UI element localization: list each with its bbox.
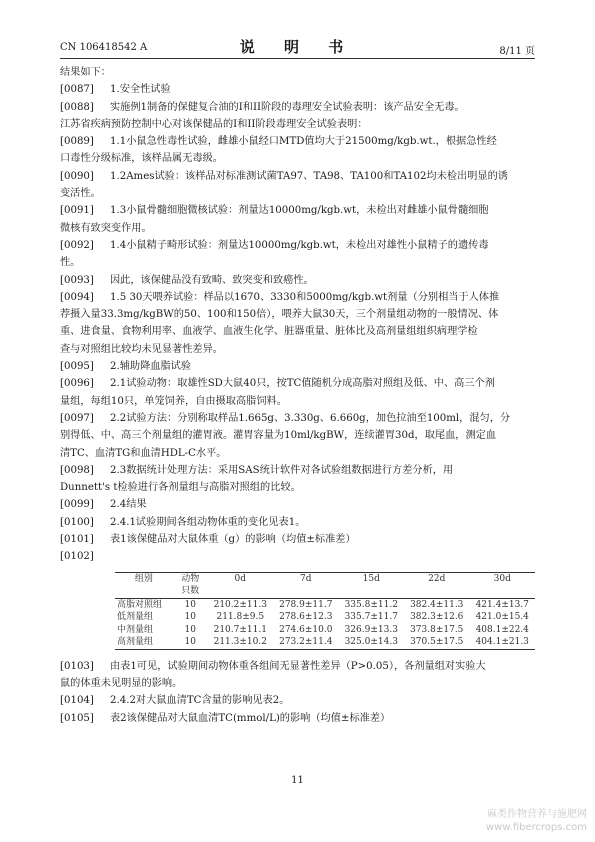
para-continuation: 量组，每组10只，单笼饲养，自由摄取高脂饲料。 — [60, 395, 287, 407]
para-number: [0104] — [60, 695, 94, 707]
para-number: [0097] — [60, 412, 94, 424]
table-cell: 210.2±11.3 — [213, 599, 267, 610]
paragraph-0103 — [60, 658, 535, 675]
table-row — [115, 624, 535, 637]
para-text: 2.4.1试验期间各组动物体重的变化见表1。 — [110, 516, 306, 528]
paragraph-0096 — [60, 375, 535, 392]
para-number: [0090] — [60, 170, 94, 182]
para-text: 2.辅助降血脂试验 — [110, 361, 192, 373]
para-continuation: 变活性。 — [60, 188, 101, 200]
para-continuation: Dunnett's t检验进行各剂量组与高脂对照组的比较。 — [60, 482, 301, 494]
para-number: [0095] — [60, 361, 94, 373]
table-row — [115, 636, 535, 649]
table-cell: 382.3±12.6 — [410, 612, 464, 623]
header-0d: 0d — [208, 572, 273, 585]
header-count — [173, 572, 208, 585]
para-text: 实施例1制备的保健复合油的I和II阶段的毒理安全试验表明：该产品安全无毒。 — [110, 101, 465, 113]
paragraph-0093 — [60, 272, 535, 289]
para-text: 2.3数据统计处理方法：采用SAS统计软件对各试验组数据进行方差分析，用 — [110, 464, 454, 476]
header-group: 组别 — [115, 572, 173, 585]
para-text: 2.4.2对大鼠血清TC含量的影响见表2。 — [110, 695, 290, 707]
para-text: 1.3小鼠骨髓细胞微核试验：剂量达10000mg/kgb.wt，未检出对雌雄小鼠骨髓细胞 — [110, 205, 489, 217]
paragraph-0088 — [60, 99, 535, 116]
paragraph-0090 — [60, 168, 535, 185]
para-continuation: 江苏省疾病预防控制中心对该保健品的I和II阶段毒理安全试验表明： — [60, 118, 368, 130]
para-number: [0088] — [60, 101, 94, 113]
para-number: [0100] — [60, 516, 94, 528]
para-text: 2.4结果 — [110, 499, 147, 511]
para-number: [0087] — [60, 84, 94, 96]
paragraph-0091 — [60, 202, 535, 219]
page-header — [60, 36, 535, 56]
header-15d: 15d — [339, 572, 404, 585]
paragraph-0099 — [60, 496, 535, 513]
paragraph-0094 — [60, 289, 535, 306]
para-text: 1.4小鼠精子畸形试验：剂量达10000mg/kgb.wt，未检出对雄性小鼠精子的遗传毒 — [110, 239, 489, 251]
site-watermark — [486, 808, 587, 834]
para-continuation: 性。 — [60, 257, 81, 269]
para-number: [0098] — [60, 464, 94, 476]
table-cell: 274.6±10.0 — [279, 624, 333, 635]
intro-line: 结果如下： — [60, 67, 111, 78]
para-continuation: 鼠的体重未见明显的影响。 — [60, 677, 183, 689]
watermark-line-2: www.fibercrops.com — [485, 822, 587, 833]
table-cell: 10 — [184, 599, 196, 610]
paragraph-0092 — [60, 237, 535, 254]
table-caption: 表2该保健品对大鼠血清TC(mmol/L)的影响（均值±标准差） — [110, 712, 391, 724]
table-header-row — [115, 572, 535, 585]
table-cell: 421.4±13.7 — [475, 599, 529, 610]
header-22d: 22d — [404, 572, 469, 585]
table-header-row-2 — [115, 585, 535, 598]
paragraph-0097 — [60, 410, 535, 427]
para-continuation: 荐摄入量33.3mg/kgBW的50、100和150倍），喂养大鼠30天，三个剂量组动物的一般情况、体 — [60, 309, 499, 321]
table-row — [115, 598, 535, 611]
table-cell: 404.1±21.3 — [469, 636, 535, 649]
document-title: 说 明 书 — [239, 38, 356, 56]
para-number: [0093] — [60, 274, 94, 286]
table-cell: 370.5±17.5 — [404, 636, 469, 649]
para-number: [0092] — [60, 239, 94, 251]
table-cell: 335.8±11.2 — [344, 599, 398, 610]
table-cell: 10 — [184, 612, 196, 623]
table-cell: 325.0±14.3 — [339, 636, 404, 649]
table-cell: 273.2±11.4 — [273, 636, 338, 649]
table-cell: 278.6±12.3 — [279, 612, 333, 623]
paragraph-0105 — [60, 710, 535, 727]
para-number: [0091] — [60, 205, 94, 217]
table-cell: 211.3±10.2 — [208, 636, 273, 649]
para-text: 2.1试验动物：取雄性SD大鼠40只，按TC值随机分成高脂对照组及低、中、高三个剂 — [110, 378, 495, 390]
para-continuation: 清TC、血清TG和血清HDL-C水平。 — [60, 447, 227, 459]
para-number: [0099] — [60, 499, 94, 511]
para-number: [0103] — [60, 660, 94, 672]
paragraph-0102 — [60, 548, 535, 565]
table-cell: 326.9±13.3 — [344, 624, 398, 635]
table-cell: 211.8±9.5 — [216, 612, 265, 623]
para-text: 1.5 30天喂养试验：样品以1670、3330和5000mg/kgb.wt剂量（分别相当于人体推 — [110, 291, 500, 303]
paragraph-0100 — [60, 514, 535, 531]
para-continuation: 口毒性分级标准，该样品属无毒级。 — [60, 153, 223, 165]
para-number: [0101] — [60, 534, 94, 546]
table-cell: 278.9±11.7 — [279, 599, 333, 610]
page-number: 11 — [291, 775, 304, 786]
table-container — [60, 572, 535, 650]
para-text: 2.2试验方法：分别称取样品1.665g、3.330g、6.660g，加色拉油至100ml，混匀，分 — [110, 412, 511, 424]
paragraph-0098 — [60, 462, 535, 479]
para-text: 1.安全性试验 — [110, 84, 171, 96]
watermark-line-1: 麻类作物营养与施肥网 — [487, 809, 587, 820]
paragraph-0101 — [60, 531, 535, 548]
table-caption: 表1该保健品对大鼠体重（g）的影响（均值±标准差） — [110, 534, 356, 546]
para-text: 因此，该保健品没有致畸、致突变和致癌性。 — [110, 274, 314, 286]
header-7d: 7d — [273, 572, 338, 585]
document-body — [60, 64, 535, 727]
para-continuation: 重、进食量、食物利用率、血液学、血液生化学、脏器重量、脏体比及高剂量组组织病理学检 — [60, 326, 478, 338]
table-cell: 373.8±17.5 — [410, 624, 464, 635]
table-cell: 10 — [173, 636, 208, 649]
table-cell: 中剂量组 — [117, 624, 154, 635]
table-cell: 高剂量组 — [115, 636, 173, 649]
body-weight-table — [115, 572, 535, 650]
paragraph-0104 — [60, 692, 535, 709]
table-cell: 421.0±15.4 — [475, 612, 529, 623]
page-info: 8/11 页 — [499, 46, 535, 57]
table-cell: 低剂量组 — [117, 612, 154, 623]
para-continuation: 微核有致突变作用。 — [60, 222, 152, 234]
para-text: 1.2Ames试验：该样品对标准测试菌TA97、TA98、TA100和TA102均未检出明显的诱 — [110, 170, 508, 182]
para-number: [0102] — [60, 551, 94, 563]
para-continuation: 查与对照组比较均未见显著性差异。 — [60, 343, 223, 355]
para-number: [0089] — [60, 136, 94, 148]
para-number: [0094] — [60, 291, 94, 303]
table-cell: 335.7±11.7 — [344, 612, 398, 623]
table-cell: 高脂对照组 — [117, 599, 163, 610]
table-cell: 10 — [184, 624, 196, 635]
header-count-line2: 只数 — [173, 585, 208, 598]
paragraph-0089 — [60, 133, 535, 150]
para-number: [0105] — [60, 712, 94, 724]
paragraph-0095 — [60, 358, 535, 375]
para-text: 1.1小鼠急性毒性试验，雌雄小鼠经口MTD值均大于21500mg/kgb.wt.，根据急性经 — [110, 136, 497, 148]
table-cell: 408.1±22.4 — [475, 624, 529, 635]
para-continuation: 别得低、中、高三个剂量组的灌胃液。灌胃容量为10ml/kgBW，连续灌胃30d，取尾血，测定血 — [60, 430, 497, 442]
table-cell: 382.4±11.3 — [410, 599, 464, 610]
header-divider — [60, 58, 535, 59]
header-count-line1: 动物 — [181, 573, 200, 584]
table-cell: 210.7±11.1 — [213, 624, 267, 635]
para-number: [0096] — [60, 378, 94, 390]
publication-number: CN 106418542 A — [60, 42, 148, 53]
para-text: 由表1可见，试验期间动物体重各组间无显著性差异（P>0.05），各剂量组对实验大 — [110, 660, 486, 672]
table-row — [115, 611, 535, 624]
header-30d: 30d — [469, 572, 535, 585]
paragraph-0087 — [60, 81, 535, 98]
